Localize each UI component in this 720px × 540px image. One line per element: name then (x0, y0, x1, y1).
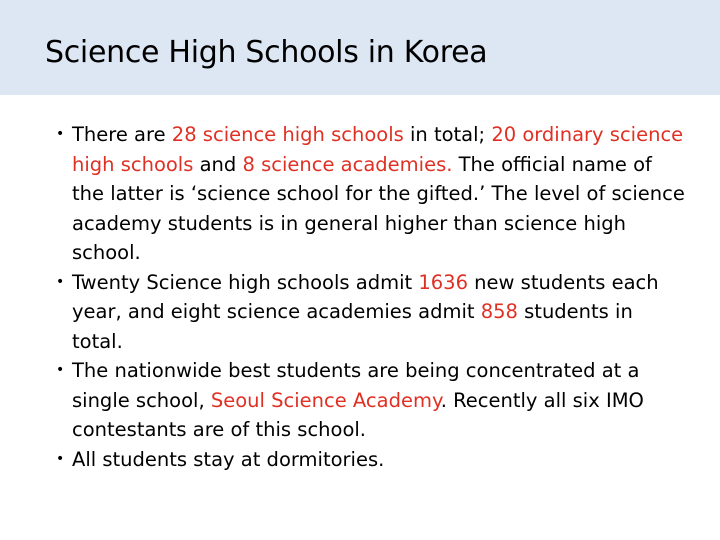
slide-title: Science High Schools in Korea (45, 35, 488, 70)
text-segment: new students each year, and eight science academies admit (72, 270, 659, 323)
text-segment: in total; (403, 123, 492, 146)
highlight-text: 858 (480, 300, 518, 323)
text-segment: The nationwide best students are being concentrated at a single school, (72, 359, 640, 412)
bullet-item (56, 356, 686, 445)
text-segment: All students stay at dormitories. (72, 447, 385, 471)
bullet-icon: • (56, 273, 65, 290)
bullet-icon: • (56, 450, 65, 467)
text-segment: and (193, 152, 243, 176)
text-segment: The official name of the latter is ‘science school for the gifted.’ The level of science academy students is in general higher than science high school. (72, 152, 685, 264)
bullet-icon: • (56, 362, 65, 378)
text-segment: . Recently all six IMO contestants are of this school. (72, 388, 644, 441)
highlight-text: 1636 (418, 270, 468, 294)
bullet-icon: • (56, 126, 65, 142)
text-segment: Twenty Science high schools admit (72, 270, 419, 294)
highlight-text: 28 science high schools (171, 123, 404, 146)
title-band (0, 0, 720, 95)
bullet-item (56, 445, 686, 475)
highlight-text: Seoul Science Academy (210, 388, 441, 412)
text-segment: students in total. (72, 300, 633, 353)
bullet-item (56, 268, 686, 357)
bullet-list (56, 120, 686, 474)
text-segment: There are (72, 123, 172, 146)
highlight-text: 20 ordinary science high schools (72, 123, 684, 176)
highlight-text: 8 science academies. (242, 152, 453, 176)
bullet-item (56, 120, 686, 268)
